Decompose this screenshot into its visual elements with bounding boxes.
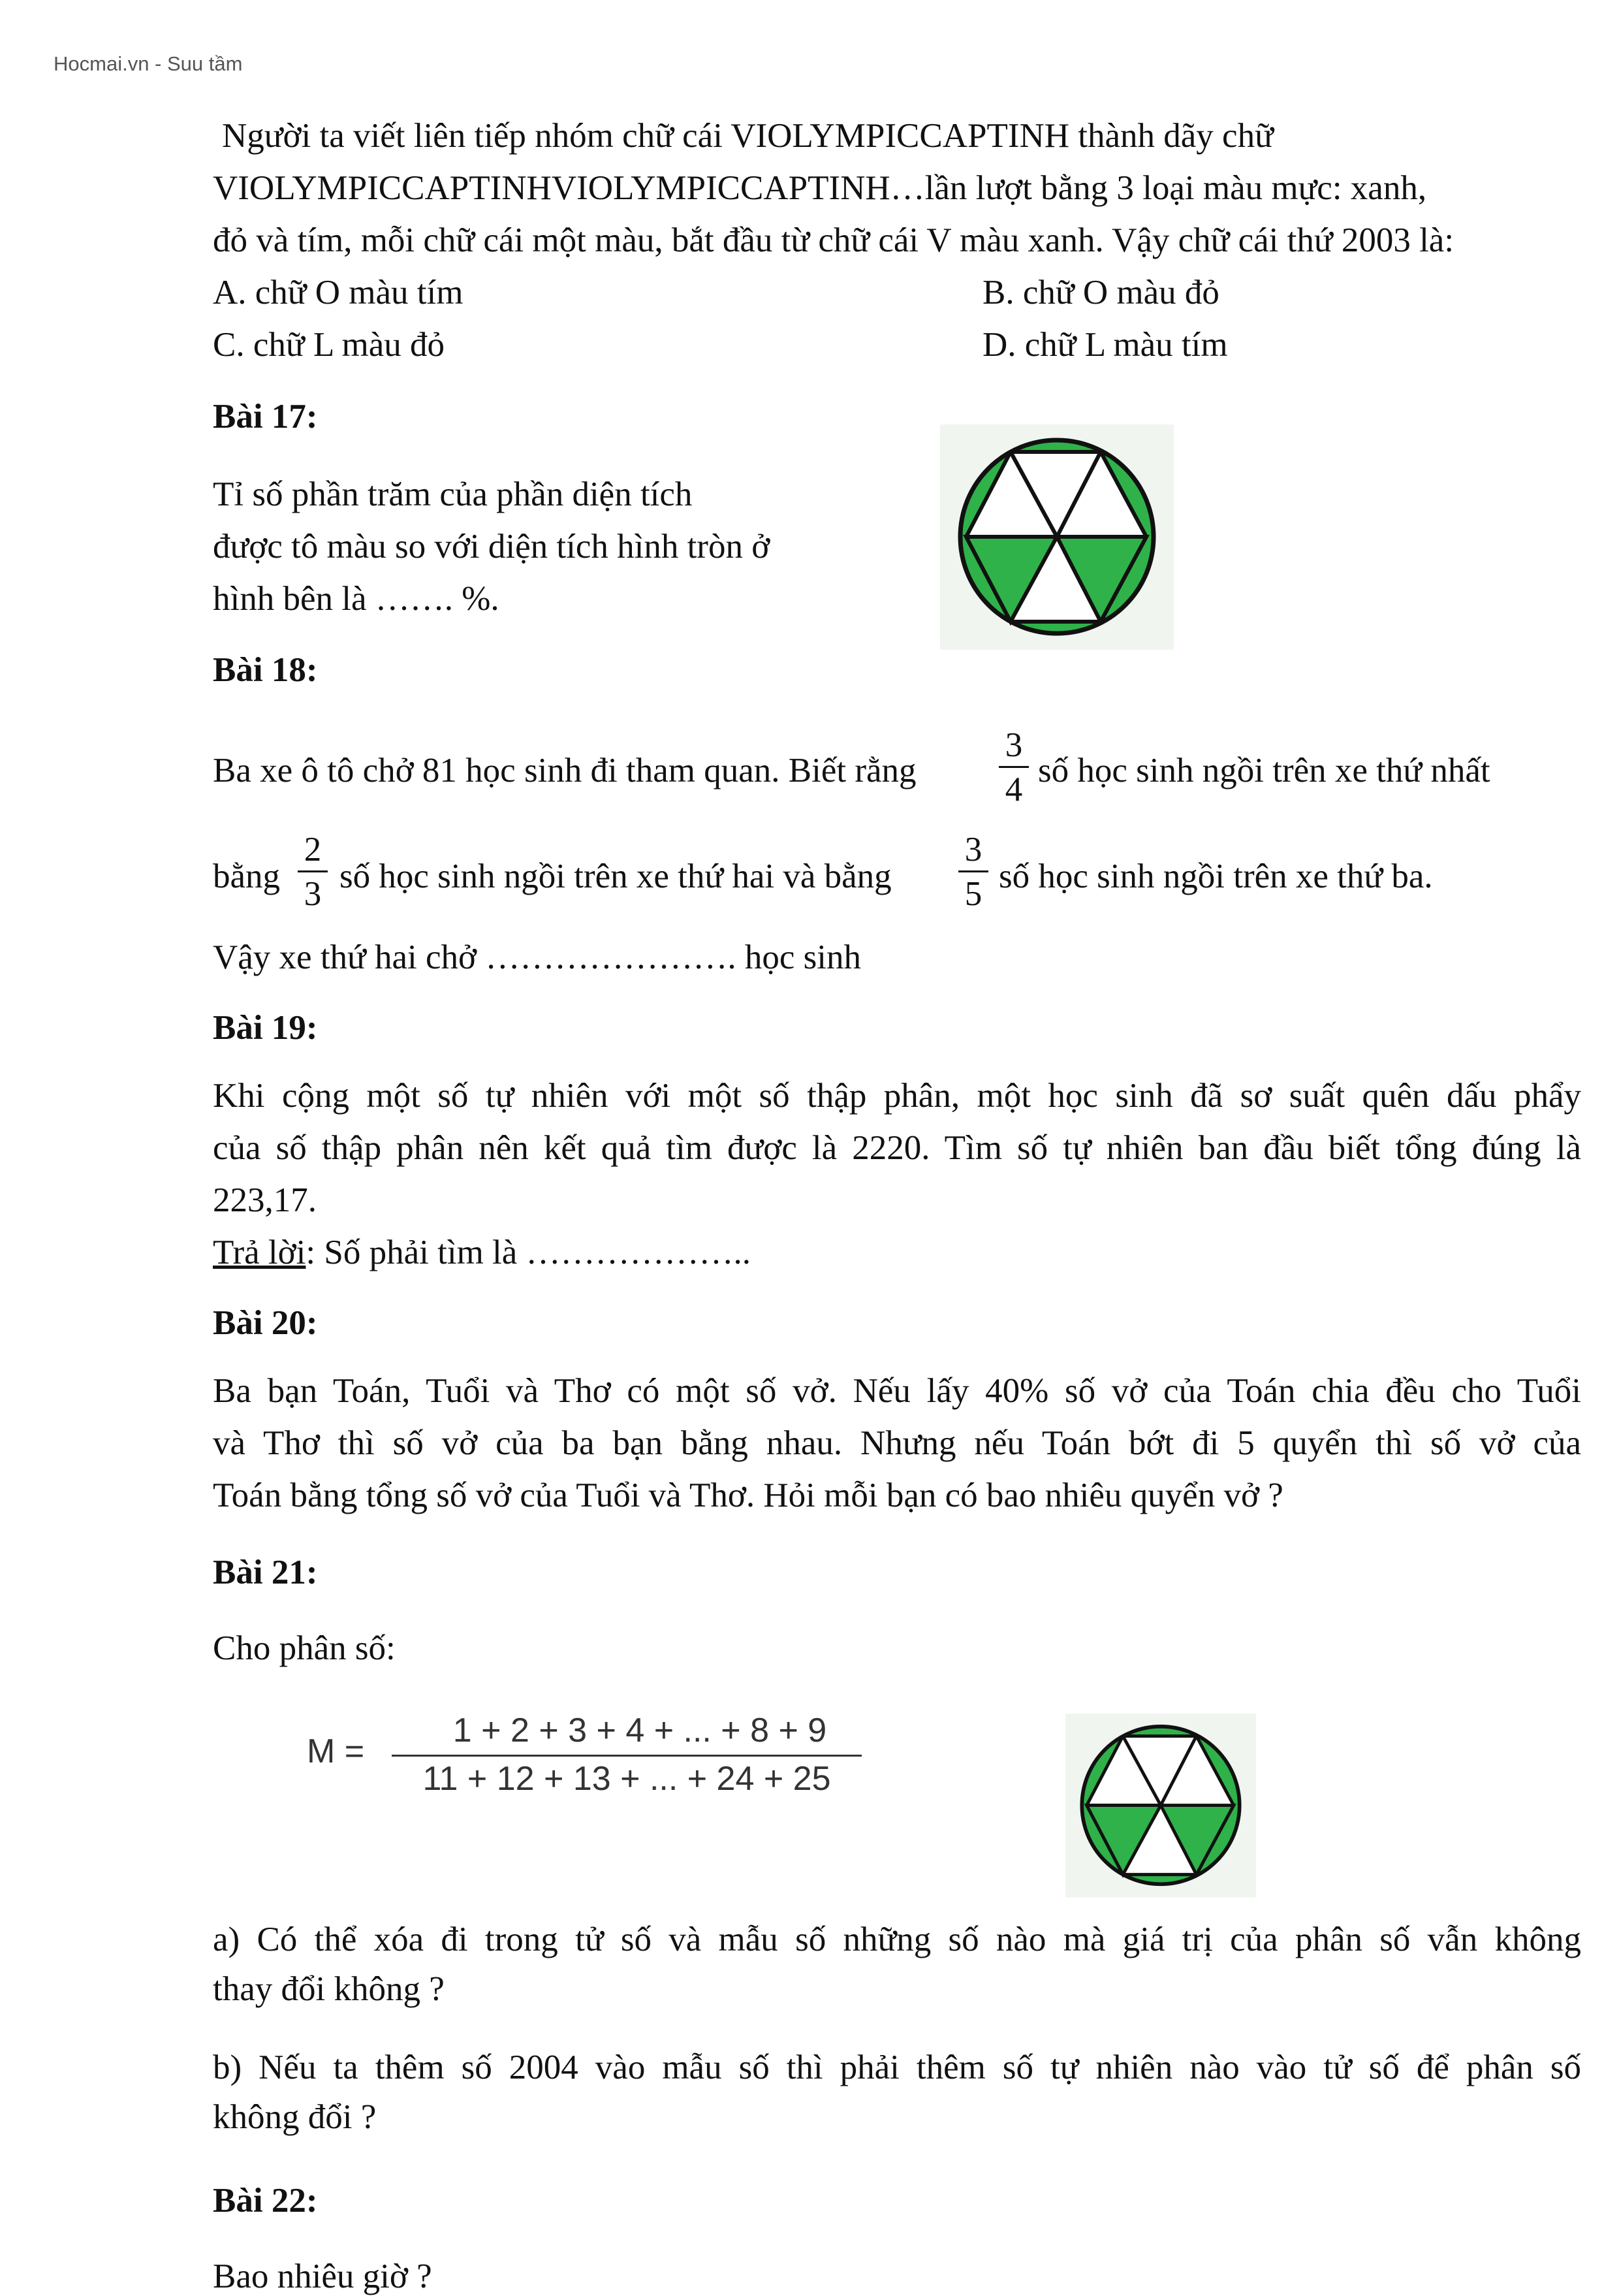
formula-lhs: M = — [307, 1732, 365, 1770]
fraction-denominator: 4 — [1005, 771, 1023, 808]
bai18-line-1a: Ba xe ô tô chở 81 học sinh đi tham quan. Biết rằng — [213, 752, 917, 789]
formula-numerator: 1 + 2 + 3 + 4 + ... + 8 + 9 — [452, 1712, 827, 1749]
fraction-bar — [999, 766, 1029, 768]
fraction-bar — [958, 870, 988, 872]
fraction-2-3 — [298, 831, 328, 913]
answer-rest: : Số phải tìm là ……………….. — [306, 1234, 751, 1271]
fraction-bar — [298, 870, 328, 872]
intro-line-1: Người ta viết liên tiếp nhóm chữ cái VIOLYMPICCAPTINH thành dãy chữ — [222, 117, 1274, 155]
bai17-line-2: được tô màu so với diện tích hình tròn ở — [213, 528, 770, 566]
bai17-line-3: hình bên là ……. %. — [213, 580, 499, 618]
bai18-title: Bài 18: — [213, 651, 318, 689]
bai20-line-1: Ba bạn Toán, Tuổi và Thơ có một số vở. Nếu lấy 40% số vở của Toán chia đều cho Tuổi — [213, 1372, 1581, 1410]
option-d: D. chữ L màu tím — [982, 326, 1228, 364]
formula-fraction-bar — [392, 1755, 862, 1757]
fraction-denominator: 5 — [964, 875, 982, 913]
bai21-qa-line-1: a) Có thể xóa đi trong tử số và mẫu số những số nào mà giá trị của phân số vẫn không — [213, 1921, 1581, 1958]
bai17-line-1: Tỉ số phần trăm của phần diện tích — [213, 475, 693, 513]
bai20-line-3: Toán bằng tổng số vở của Tuổi và Thơ. Hỏi mỗi bạn có bao nhiêu quyển vở ? — [213, 1476, 1283, 1514]
bai18-line-2a: bằng — [213, 857, 281, 895]
fraction-numerator: 3 — [964, 831, 982, 869]
bai19-answer — [213, 1233, 751, 1272]
bai17-title: Bài 17: — [213, 398, 318, 436]
bai21-qa-line-2: thay đổi không ? — [213, 1970, 445, 2008]
bai20-line-2: và Thơ thì số vở của ba bạn bằng nhau. Nhưng nếu Toán bớt đi 5 quyển thì số vở của — [213, 1424, 1581, 1462]
bai21-intro: Cho phân số: — [213, 1629, 396, 1667]
fraction-3-5 — [958, 831, 988, 913]
formula-denominator: 11 + 12 + 13 + ... + 24 + 25 — [422, 1760, 831, 1798]
fraction-numerator: 2 — [304, 831, 322, 869]
source-header: Hocmai.vn - Suu tầm — [54, 52, 243, 75]
bai19-line-2: của số thập phân nên kết quả tìm được là 2220. Tìm số tự nhiên ban đầu biết tổng đúng là — [213, 1129, 1581, 1167]
fraction-3-4 — [999, 726, 1029, 808]
bai22-title: Bài 22: — [213, 2182, 318, 2220]
bai19-title: Bài 19: — [213, 1009, 318, 1047]
intro-line-3: đỏ và tím, mỗi chữ cái một màu, bắt đầu từ chữ cái V màu xanh. Vậy chữ cái thứ 2003 là: — [213, 221, 1454, 259]
bai20-title: Bài 20: — [213, 1304, 318, 1342]
bai22-line-1: Bao nhiêu giờ ? — [213, 2257, 432, 2295]
bai19-line-3: 223,17. — [213, 1181, 317, 1219]
bai18-line-1b: số học sinh ngồi trên xe thứ nhất — [1038, 752, 1490, 789]
fraction-denominator: 3 — [304, 875, 322, 913]
bai21-qb-line-1: b) Nếu ta thêm số 2004 vào mẫu số thì phải thêm số tự nhiên nào vào tử số để phân số — [213, 2049, 1581, 2086]
bai21-qb-line-2: không đổi ? — [213, 2098, 377, 2136]
fraction-numerator: 3 — [1005, 726, 1023, 764]
bai21-figure — [1065, 1714, 1256, 1898]
bai18-line-3: Vậy xe thứ hai chở …………………. học sinh — [213, 938, 861, 976]
bai19-line-1: Khi cộng một số tự nhiên với một số thập phân, một học sinh đã sơ suất quên dấu phẩy — [213, 1077, 1581, 1115]
bai17-figure — [940, 424, 1174, 650]
option-b: B. chữ O màu đỏ — [982, 274, 1219, 311]
intro-line-2: VIOLYMPICCAPTINHVIOLYMPICCAPTINH…lần lượt bằng 3 loại màu mực: xanh, — [213, 169, 1427, 207]
answer-label: Trả lời — [213, 1234, 306, 1271]
option-a: A. chữ O màu tím — [213, 274, 464, 311]
bai18-line-2b: số học sinh ngồi trên xe thứ hai và bằng — [339, 857, 892, 895]
bai21-title: Bài 21: — [213, 1554, 318, 1591]
option-c: C. chữ L màu đỏ — [213, 326, 445, 364]
bai18-line-2c: số học sinh ngồi trên xe thứ ba. — [999, 857, 1433, 895]
